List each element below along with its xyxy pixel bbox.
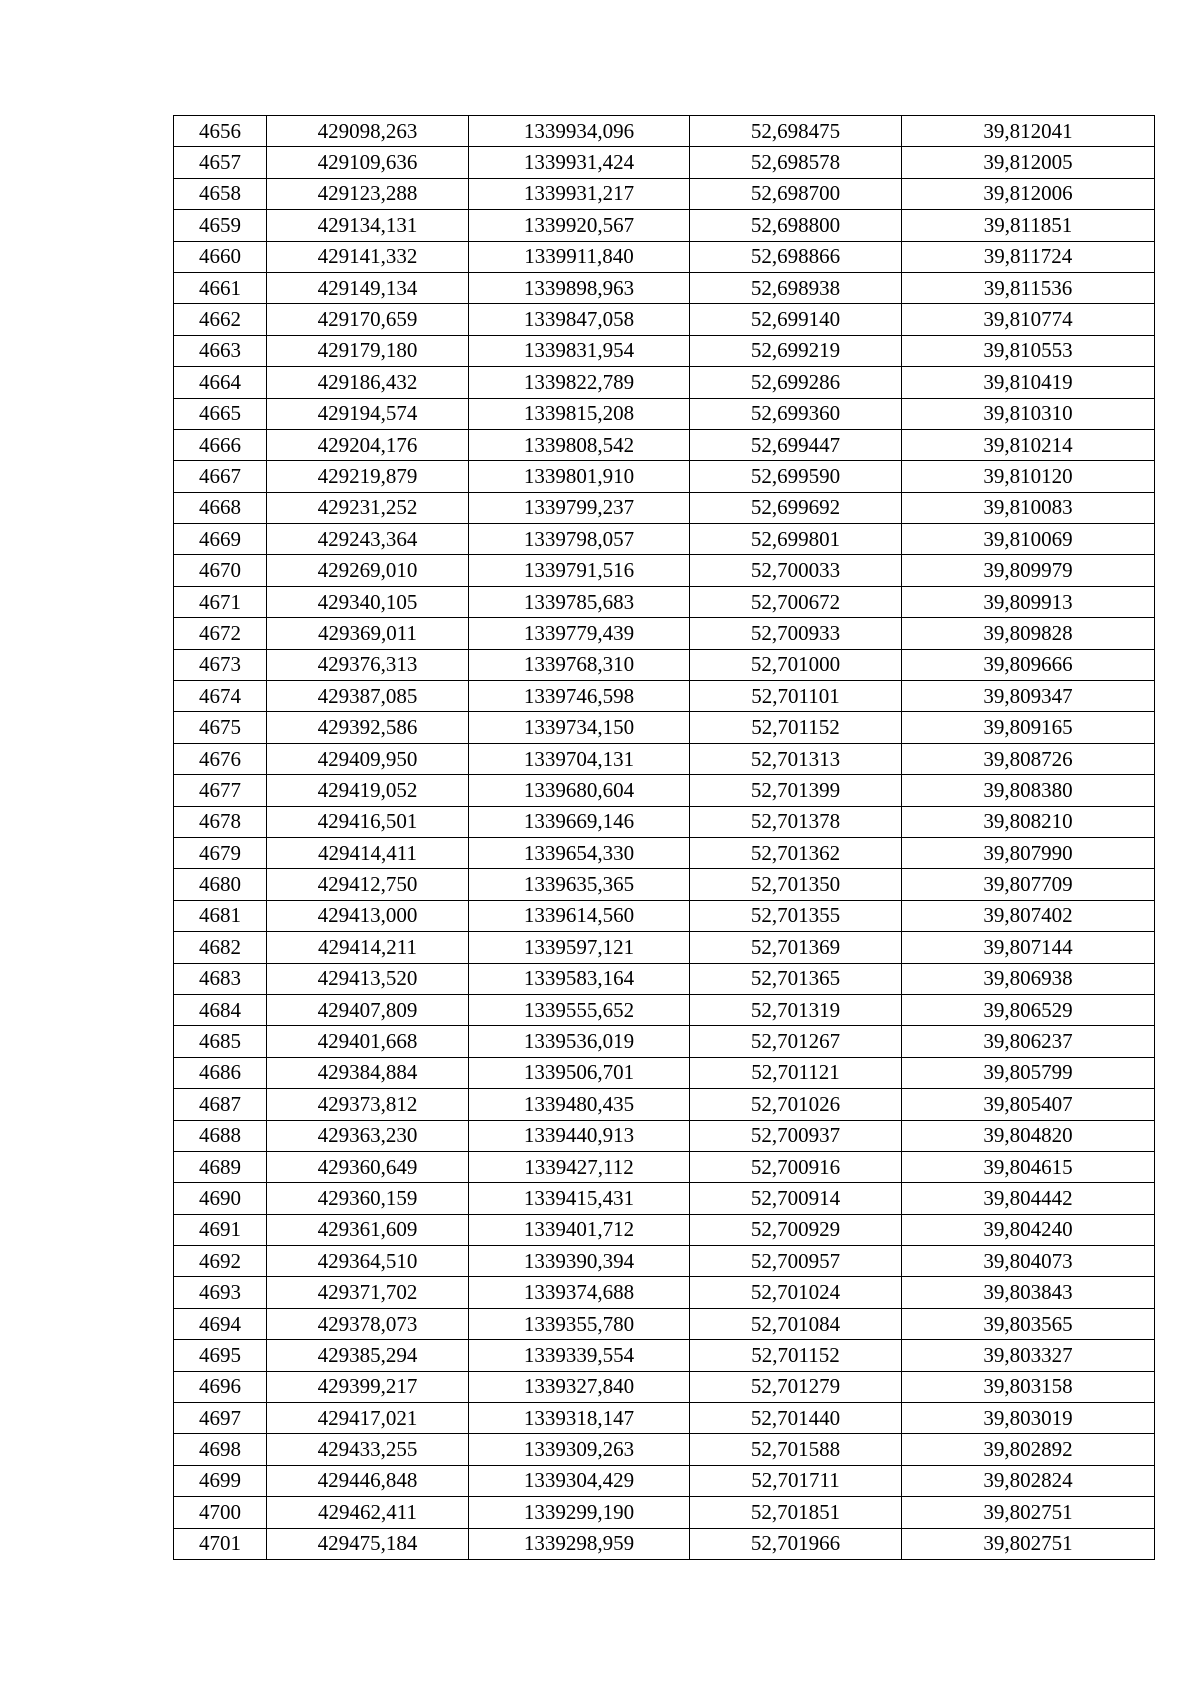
table-row [174, 649, 1155, 680]
point-number-cell: 4682 [174, 932, 267, 963]
x-coordinate-cell: 429149,134 [267, 272, 469, 303]
y-coordinate-cell: 1339768,310 [469, 649, 690, 680]
latitude-cell: 52,701365 [690, 963, 902, 994]
x-coordinate-cell: 429416,501 [267, 806, 469, 837]
y-coordinate-cell: 1339355,780 [469, 1308, 690, 1339]
table-row [174, 304, 1155, 335]
latitude-cell: 52,699590 [690, 461, 902, 492]
latitude-cell: 52,701152 [690, 1340, 902, 1371]
y-coordinate-cell: 1339801,910 [469, 461, 690, 492]
latitude-cell: 52,700916 [690, 1151, 902, 1182]
point-number-cell: 4675 [174, 712, 267, 743]
latitude-cell: 52,698578 [690, 147, 902, 178]
point-number-cell: 4693 [174, 1277, 267, 1308]
point-number-cell: 4698 [174, 1434, 267, 1465]
y-coordinate-cell: 1339415,431 [469, 1183, 690, 1214]
x-coordinate-cell: 429231,252 [267, 492, 469, 523]
x-coordinate-cell: 429392,586 [267, 712, 469, 743]
table-row [174, 210, 1155, 241]
longitude-cell: 39,804073 [902, 1246, 1155, 1277]
latitude-cell: 52,701024 [690, 1277, 902, 1308]
table-row [174, 681, 1155, 712]
x-coordinate-cell: 429369,011 [267, 618, 469, 649]
table-row [174, 712, 1155, 743]
latitude-cell: 52,701588 [690, 1434, 902, 1465]
y-coordinate-cell: 1339327,840 [469, 1371, 690, 1402]
table-row [174, 461, 1155, 492]
x-coordinate-cell: 429413,000 [267, 900, 469, 931]
longitude-cell: 39,806529 [902, 994, 1155, 1025]
longitude-cell: 39,812005 [902, 147, 1155, 178]
latitude-cell: 52,701440 [690, 1403, 902, 1434]
table-row [174, 1026, 1155, 1057]
table-row [174, 524, 1155, 555]
longitude-cell: 39,804820 [902, 1120, 1155, 1151]
coordinates-table [173, 115, 1155, 1560]
latitude-cell: 52,701121 [690, 1057, 902, 1088]
x-coordinate-cell: 429141,332 [267, 241, 469, 272]
longitude-cell: 39,808380 [902, 775, 1155, 806]
latitude-cell: 52,700957 [690, 1246, 902, 1277]
longitude-cell: 39,807402 [902, 900, 1155, 931]
point-number-cell: 4699 [174, 1465, 267, 1496]
longitude-cell: 39,804615 [902, 1151, 1155, 1182]
x-coordinate-cell: 429475,184 [267, 1528, 469, 1559]
table-row [174, 1528, 1155, 1559]
table-row [174, 1308, 1155, 1339]
latitude-cell: 52,701313 [690, 743, 902, 774]
x-coordinate-cell: 429098,263 [267, 116, 469, 147]
latitude-cell: 52,701350 [690, 869, 902, 900]
table-row [174, 963, 1155, 994]
point-number-cell: 4676 [174, 743, 267, 774]
table-row [174, 272, 1155, 303]
y-coordinate-cell: 1339390,394 [469, 1246, 690, 1277]
table-row [174, 806, 1155, 837]
x-coordinate-cell: 429399,217 [267, 1371, 469, 1402]
y-coordinate-cell: 1339822,789 [469, 367, 690, 398]
latitude-cell: 52,701362 [690, 837, 902, 868]
y-coordinate-cell: 1339746,598 [469, 681, 690, 712]
latitude-cell: 52,699801 [690, 524, 902, 555]
latitude-cell: 52,698800 [690, 210, 902, 241]
table-row [174, 1057, 1155, 1088]
x-coordinate-cell: 429419,052 [267, 775, 469, 806]
latitude-cell: 52,701101 [690, 681, 902, 712]
table-row [174, 147, 1155, 178]
latitude-cell: 52,699219 [690, 335, 902, 366]
table-row [174, 1089, 1155, 1120]
latitude-cell: 52,699692 [690, 492, 902, 523]
latitude-cell: 52,701399 [690, 775, 902, 806]
point-number-cell: 4656 [174, 116, 267, 147]
table-row [174, 775, 1155, 806]
latitude-cell: 52,701152 [690, 712, 902, 743]
longitude-cell: 39,809979 [902, 555, 1155, 586]
coordinates-table-body [174, 116, 1155, 1560]
latitude-cell: 52,700672 [690, 586, 902, 617]
x-coordinate-cell: 429363,230 [267, 1120, 469, 1151]
x-coordinate-cell: 429412,750 [267, 869, 469, 900]
longitude-cell: 39,802751 [902, 1497, 1155, 1528]
x-coordinate-cell: 429364,510 [267, 1246, 469, 1277]
y-coordinate-cell: 1339401,712 [469, 1214, 690, 1245]
latitude-cell: 52,699447 [690, 429, 902, 460]
table-row [174, 1214, 1155, 1245]
table-row [174, 335, 1155, 366]
point-number-cell: 4678 [174, 806, 267, 837]
longitude-cell: 39,805407 [902, 1089, 1155, 1120]
longitude-cell: 39,805799 [902, 1057, 1155, 1088]
y-coordinate-cell: 1339734,150 [469, 712, 690, 743]
latitude-cell: 52,698938 [690, 272, 902, 303]
x-coordinate-cell: 429384,884 [267, 1057, 469, 1088]
x-coordinate-cell: 429123,288 [267, 178, 469, 209]
point-number-cell: 4686 [174, 1057, 267, 1088]
table-row [174, 932, 1155, 963]
point-number-cell: 4669 [174, 524, 267, 555]
longitude-cell: 39,806938 [902, 963, 1155, 994]
table-row [174, 618, 1155, 649]
x-coordinate-cell: 429186,432 [267, 367, 469, 398]
x-coordinate-cell: 429414,411 [267, 837, 469, 868]
y-coordinate-cell: 1339815,208 [469, 398, 690, 429]
longitude-cell: 39,811851 [902, 210, 1155, 241]
y-coordinate-cell: 1339785,683 [469, 586, 690, 617]
latitude-cell: 52,699286 [690, 367, 902, 398]
point-number-cell: 4695 [174, 1340, 267, 1371]
point-number-cell: 4679 [174, 837, 267, 868]
x-coordinate-cell: 429134,131 [267, 210, 469, 241]
point-number-cell: 4657 [174, 147, 267, 178]
table-row [174, 1434, 1155, 1465]
table-row [174, 1371, 1155, 1402]
longitude-cell: 39,808726 [902, 743, 1155, 774]
point-number-cell: 4661 [174, 272, 267, 303]
y-coordinate-cell: 1339555,652 [469, 994, 690, 1025]
point-number-cell: 4663 [174, 335, 267, 366]
longitude-cell: 39,806237 [902, 1026, 1155, 1057]
longitude-cell: 39,810419 [902, 367, 1155, 398]
table-row [174, 1277, 1155, 1308]
y-coordinate-cell: 1339440,913 [469, 1120, 690, 1151]
table-row [174, 1151, 1155, 1182]
latitude-cell: 52,698475 [690, 116, 902, 147]
table-row [174, 178, 1155, 209]
x-coordinate-cell: 429417,021 [267, 1403, 469, 1434]
x-coordinate-cell: 429373,812 [267, 1089, 469, 1120]
x-coordinate-cell: 429413,520 [267, 963, 469, 994]
y-coordinate-cell: 1339654,330 [469, 837, 690, 868]
x-coordinate-cell: 429340,105 [267, 586, 469, 617]
longitude-cell: 39,810120 [902, 461, 1155, 492]
longitude-cell: 39,809913 [902, 586, 1155, 617]
longitude-cell: 39,802751 [902, 1528, 1155, 1559]
longitude-cell: 39,803565 [902, 1308, 1155, 1339]
latitude-cell: 52,701279 [690, 1371, 902, 1402]
y-coordinate-cell: 1339680,604 [469, 775, 690, 806]
y-coordinate-cell: 1339799,237 [469, 492, 690, 523]
latitude-cell: 52,701355 [690, 900, 902, 931]
table-row [174, 367, 1155, 398]
longitude-cell: 39,809828 [902, 618, 1155, 649]
latitude-cell: 52,701267 [690, 1026, 902, 1057]
y-coordinate-cell: 1339911,840 [469, 241, 690, 272]
y-coordinate-cell: 1339931,217 [469, 178, 690, 209]
point-number-cell: 4690 [174, 1183, 267, 1214]
y-coordinate-cell: 1339480,435 [469, 1089, 690, 1120]
point-number-cell: 4689 [174, 1151, 267, 1182]
y-coordinate-cell: 1339847,058 [469, 304, 690, 335]
point-number-cell: 4658 [174, 178, 267, 209]
table-row [174, 241, 1155, 272]
latitude-cell: 52,701319 [690, 994, 902, 1025]
point-number-cell: 4672 [174, 618, 267, 649]
point-number-cell: 4671 [174, 586, 267, 617]
point-number-cell: 4691 [174, 1214, 267, 1245]
point-number-cell: 4680 [174, 869, 267, 900]
point-number-cell: 4688 [174, 1120, 267, 1151]
point-number-cell: 4692 [174, 1246, 267, 1277]
latitude-cell: 52,700929 [690, 1214, 902, 1245]
point-number-cell: 4660 [174, 241, 267, 272]
x-coordinate-cell: 429243,364 [267, 524, 469, 555]
point-number-cell: 4687 [174, 1089, 267, 1120]
y-coordinate-cell: 1339614,560 [469, 900, 690, 931]
y-coordinate-cell: 1339583,164 [469, 963, 690, 994]
point-number-cell: 4659 [174, 210, 267, 241]
longitude-cell: 39,810083 [902, 492, 1155, 523]
longitude-cell: 39,807990 [902, 837, 1155, 868]
longitude-cell: 39,808210 [902, 806, 1155, 837]
latitude-cell: 52,700914 [690, 1183, 902, 1214]
latitude-cell: 52,701378 [690, 806, 902, 837]
longitude-cell: 39,809347 [902, 681, 1155, 712]
y-coordinate-cell: 1339920,567 [469, 210, 690, 241]
x-coordinate-cell: 429194,574 [267, 398, 469, 429]
point-number-cell: 4700 [174, 1497, 267, 1528]
point-number-cell: 4674 [174, 681, 267, 712]
latitude-cell: 52,700033 [690, 555, 902, 586]
table-row [174, 837, 1155, 868]
x-coordinate-cell: 429446,848 [267, 1465, 469, 1496]
longitude-cell: 39,809165 [902, 712, 1155, 743]
y-coordinate-cell: 1339934,096 [469, 116, 690, 147]
latitude-cell: 52,701711 [690, 1465, 902, 1496]
y-coordinate-cell: 1339374,688 [469, 1277, 690, 1308]
point-number-cell: 4694 [174, 1308, 267, 1339]
table-row [174, 869, 1155, 900]
table-row [174, 1246, 1155, 1277]
y-coordinate-cell: 1339299,190 [469, 1497, 690, 1528]
longitude-cell: 39,807709 [902, 869, 1155, 900]
x-coordinate-cell: 429385,294 [267, 1340, 469, 1371]
x-coordinate-cell: 429361,609 [267, 1214, 469, 1245]
point-number-cell: 4696 [174, 1371, 267, 1402]
longitude-cell: 39,809666 [902, 649, 1155, 680]
latitude-cell: 52,701026 [690, 1089, 902, 1120]
longitude-cell: 39,810553 [902, 335, 1155, 366]
table-row [174, 492, 1155, 523]
y-coordinate-cell: 1339831,954 [469, 335, 690, 366]
point-number-cell: 4668 [174, 492, 267, 523]
x-coordinate-cell: 429401,668 [267, 1026, 469, 1057]
y-coordinate-cell: 1339339,554 [469, 1340, 690, 1371]
longitude-cell: 39,803019 [902, 1403, 1155, 1434]
latitude-cell: 52,701084 [690, 1308, 902, 1339]
longitude-cell: 39,803158 [902, 1371, 1155, 1402]
y-coordinate-cell: 1339506,701 [469, 1057, 690, 1088]
x-coordinate-cell: 429179,180 [267, 335, 469, 366]
longitude-cell: 39,803327 [902, 1340, 1155, 1371]
x-coordinate-cell: 429376,313 [267, 649, 469, 680]
x-coordinate-cell: 429269,010 [267, 555, 469, 586]
latitude-cell: 52,700937 [690, 1120, 902, 1151]
x-coordinate-cell: 429204,176 [267, 429, 469, 460]
x-coordinate-cell: 429409,950 [267, 743, 469, 774]
longitude-cell: 39,802824 [902, 1465, 1155, 1496]
point-number-cell: 4665 [174, 398, 267, 429]
longitude-cell: 39,810069 [902, 524, 1155, 555]
y-coordinate-cell: 1339427,112 [469, 1151, 690, 1182]
x-coordinate-cell: 429407,809 [267, 994, 469, 1025]
point-number-cell: 4677 [174, 775, 267, 806]
point-number-cell: 4684 [174, 994, 267, 1025]
table-row [174, 1340, 1155, 1371]
x-coordinate-cell: 429109,636 [267, 147, 469, 178]
latitude-cell: 52,698700 [690, 178, 902, 209]
x-coordinate-cell: 429170,659 [267, 304, 469, 335]
latitude-cell: 52,701851 [690, 1497, 902, 1528]
point-number-cell: 4670 [174, 555, 267, 586]
point-number-cell: 4685 [174, 1026, 267, 1057]
y-coordinate-cell: 1339798,057 [469, 524, 690, 555]
longitude-cell: 39,804442 [902, 1183, 1155, 1214]
x-coordinate-cell: 429414,211 [267, 932, 469, 963]
longitude-cell: 39,812041 [902, 116, 1155, 147]
longitude-cell: 39,810774 [902, 304, 1155, 335]
point-number-cell: 4697 [174, 1403, 267, 1434]
table-row [174, 900, 1155, 931]
longitude-cell: 39,804240 [902, 1214, 1155, 1245]
table-row [174, 116, 1155, 147]
x-coordinate-cell: 429360,159 [267, 1183, 469, 1214]
y-coordinate-cell: 1339704,131 [469, 743, 690, 774]
x-coordinate-cell: 429360,649 [267, 1151, 469, 1182]
latitude-cell: 52,699360 [690, 398, 902, 429]
longitude-cell: 39,811536 [902, 272, 1155, 303]
x-coordinate-cell: 429219,879 [267, 461, 469, 492]
table-row [174, 555, 1155, 586]
table-row [174, 429, 1155, 460]
y-coordinate-cell: 1339898,963 [469, 272, 690, 303]
y-coordinate-cell: 1339808,542 [469, 429, 690, 460]
latitude-cell: 52,699140 [690, 304, 902, 335]
y-coordinate-cell: 1339931,424 [469, 147, 690, 178]
longitude-cell: 39,810310 [902, 398, 1155, 429]
latitude-cell: 52,701000 [690, 649, 902, 680]
latitude-cell: 52,700933 [690, 618, 902, 649]
point-number-cell: 4664 [174, 367, 267, 398]
point-number-cell: 4666 [174, 429, 267, 460]
y-coordinate-cell: 1339309,263 [469, 1434, 690, 1465]
y-coordinate-cell: 1339304,429 [469, 1465, 690, 1496]
y-coordinate-cell: 1339635,365 [469, 869, 690, 900]
longitude-cell: 39,810214 [902, 429, 1155, 460]
table-row [174, 743, 1155, 774]
table-row [174, 1403, 1155, 1434]
x-coordinate-cell: 429462,411 [267, 1497, 469, 1528]
table-row [174, 1120, 1155, 1151]
longitude-cell: 39,807144 [902, 932, 1155, 963]
y-coordinate-cell: 1339597,121 [469, 932, 690, 963]
table-row [174, 994, 1155, 1025]
y-coordinate-cell: 1339298,959 [469, 1528, 690, 1559]
point-number-cell: 4673 [174, 649, 267, 680]
latitude-cell: 52,701966 [690, 1528, 902, 1559]
x-coordinate-cell: 429387,085 [267, 681, 469, 712]
table-row [174, 1497, 1155, 1528]
table-row [174, 586, 1155, 617]
longitude-cell: 39,802892 [902, 1434, 1155, 1465]
x-coordinate-cell: 429433,255 [267, 1434, 469, 1465]
x-coordinate-cell: 429378,073 [267, 1308, 469, 1339]
point-number-cell: 4701 [174, 1528, 267, 1559]
y-coordinate-cell: 1339318,147 [469, 1403, 690, 1434]
point-number-cell: 4683 [174, 963, 267, 994]
x-coordinate-cell: 429371,702 [267, 1277, 469, 1308]
latitude-cell: 52,701369 [690, 932, 902, 963]
longitude-cell: 39,803843 [902, 1277, 1155, 1308]
point-number-cell: 4681 [174, 900, 267, 931]
table-row [174, 398, 1155, 429]
y-coordinate-cell: 1339791,516 [469, 555, 690, 586]
point-number-cell: 4667 [174, 461, 267, 492]
longitude-cell: 39,812006 [902, 178, 1155, 209]
longitude-cell: 39,811724 [902, 241, 1155, 272]
y-coordinate-cell: 1339536,019 [469, 1026, 690, 1057]
y-coordinate-cell: 1339779,439 [469, 618, 690, 649]
point-number-cell: 4662 [174, 304, 267, 335]
y-coordinate-cell: 1339669,146 [469, 806, 690, 837]
table-row [174, 1465, 1155, 1496]
table-row [174, 1183, 1155, 1214]
latitude-cell: 52,698866 [690, 241, 902, 272]
